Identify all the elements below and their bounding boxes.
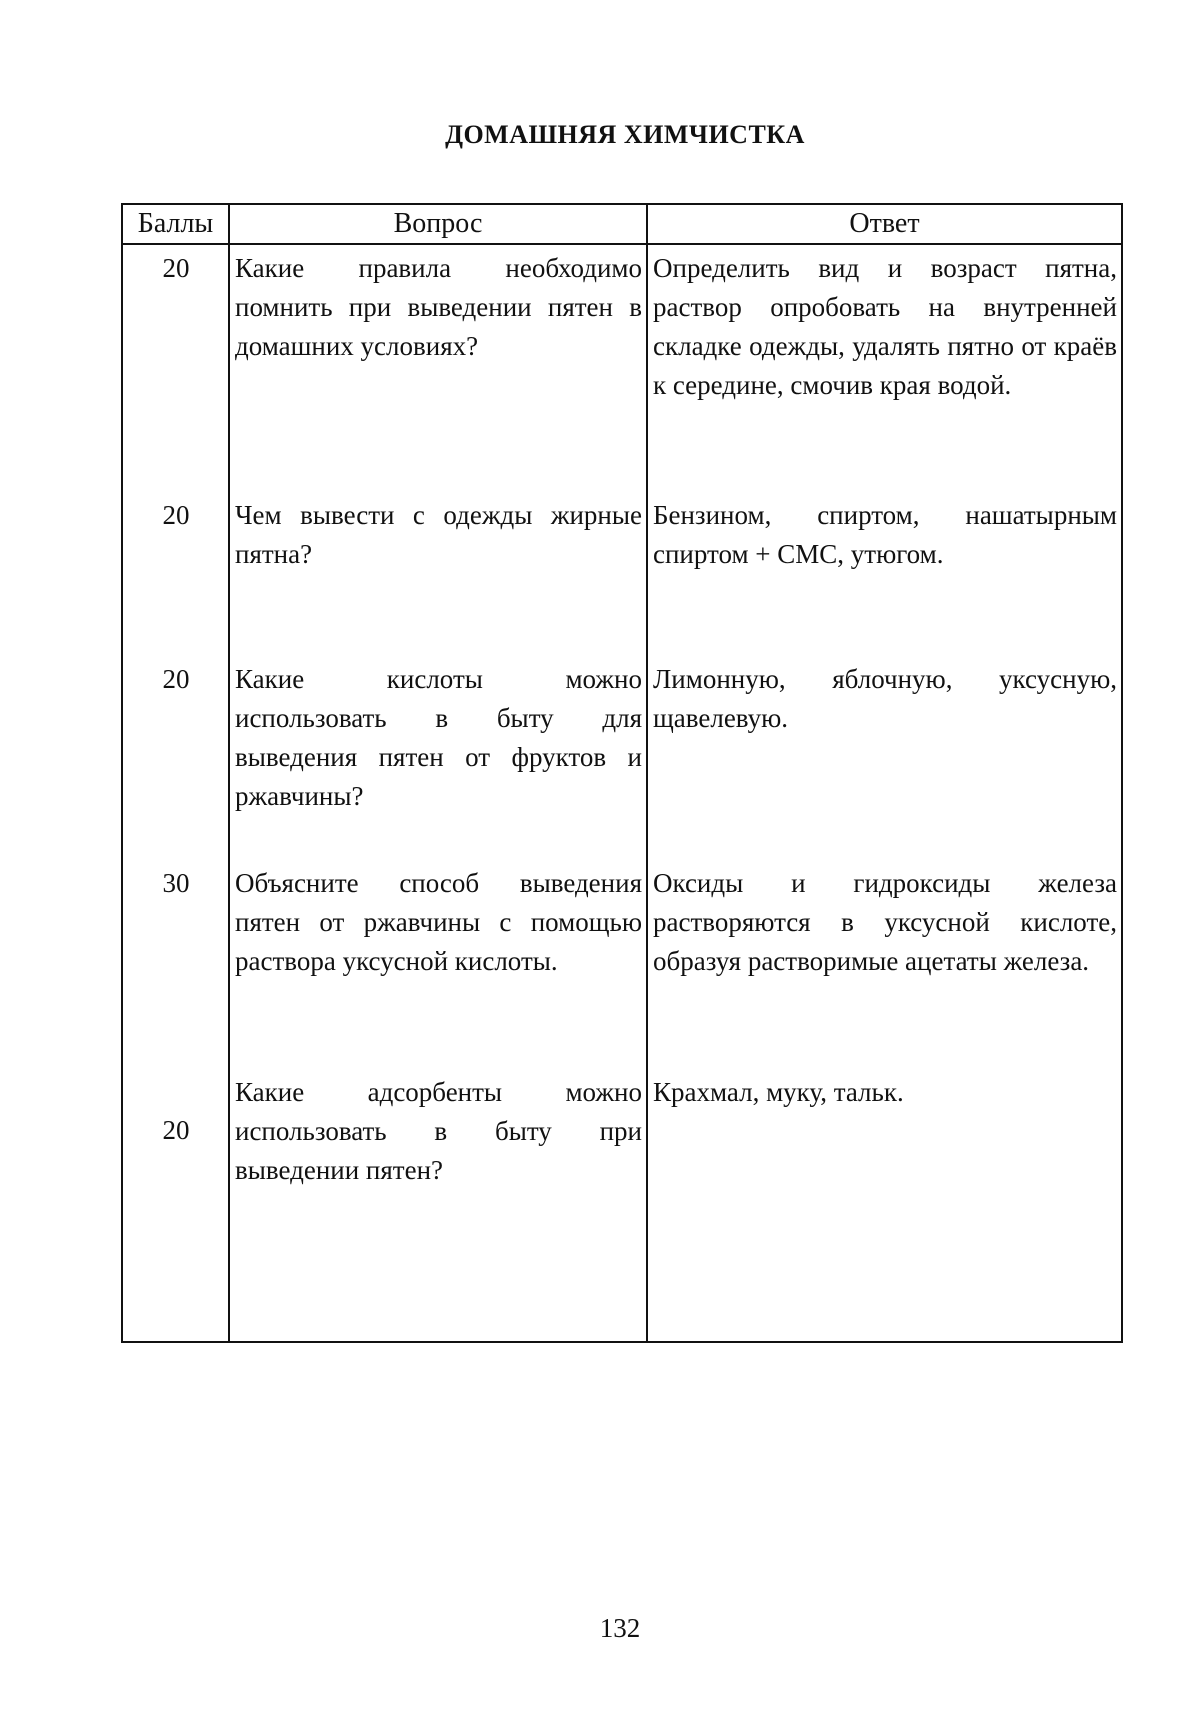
row-question: Объясните способ выведения пятен от ржавчины с помощью раствора уксусной кислоты. — [229, 860, 647, 1069]
row-answer: Определить вид и возраст пятна, раствор опробовать на внутренней складке одежды, удалять пятно от краёв к середине, смочив края водой. — [647, 244, 1122, 492]
table-row — [122, 492, 1122, 656]
row-points: 30 — [122, 860, 229, 1069]
table-row — [122, 244, 1122, 492]
row-points: 20 — [122, 244, 229, 492]
row-points: 20 — [122, 492, 229, 656]
header-points: Баллы — [122, 204, 229, 244]
row-question: Какие правила необходимо помнить при выведении пятен в домашних условиях? — [229, 244, 647, 492]
row-question: Какие кислоты можно использовать в быту для выведения пятен от фруктов и ржавчины? — [229, 656, 647, 860]
row-answer: Крахмал, муку, тальк. — [647, 1069, 1122, 1342]
row-points: 20 — [122, 656, 229, 860]
header-question: Вопрос — [229, 204, 647, 244]
table-row — [122, 1069, 1122, 1342]
table-row — [122, 860, 1122, 1069]
row-answer: Бензином, спиртом, нашатырным спиртом + СМС, утюгом. — [647, 492, 1122, 656]
page-title: ДОМАШНЯЯ ХИМЧИСТКА — [0, 120, 1200, 150]
row-question: Чем вывести с одежды жирные пятна? — [229, 492, 647, 656]
row-answer: Оксиды и гидроксиды железа растворяются в уксусной кислоте, образуя растворимые ацетаты железа. — [647, 860, 1122, 1069]
row-points: 20 — [122, 1069, 229, 1342]
qa-table — [121, 203, 1123, 1343]
header-answer: Ответ — [647, 204, 1122, 244]
row-question: Какие адсорбенты можно использовать в быту при выведении пятен? — [229, 1069, 647, 1342]
row-answer: Лимонную, яблочную, уксусную, щавелевую. — [647, 656, 1122, 860]
table-header-row — [122, 204, 1122, 244]
page-number: 132 — [0, 1613, 1200, 1644]
table-row — [122, 656, 1122, 860]
